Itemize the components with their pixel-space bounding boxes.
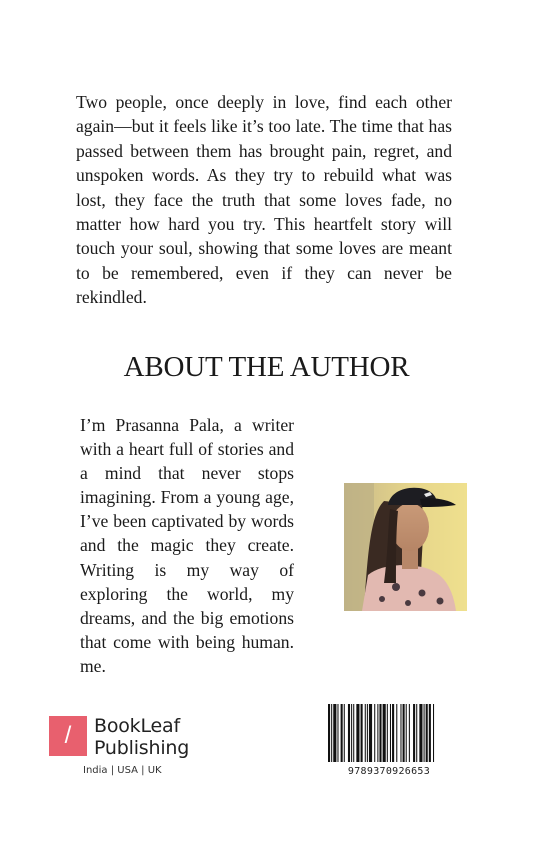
barcode-bar bbox=[429, 704, 431, 762]
author-bio: I’m Prasanna Pala, a writer with a heart full of stories and a mind that never stops imagining. From a young age, I’ve been captivated by words and the magic they create. Writing is my way of exploring the world, my dreams, and the big emotions that come with being human. me. bbox=[80, 415, 294, 676]
barcode-bar bbox=[361, 704, 363, 762]
barcode-icon bbox=[328, 704, 450, 762]
barcode-bar bbox=[416, 704, 417, 762]
barcode-bar bbox=[344, 704, 345, 762]
publisher-logo bbox=[49, 715, 229, 785]
barcode-bar bbox=[379, 704, 381, 762]
isbn-barcode bbox=[328, 704, 450, 784]
publisher-regions: India | USA | UK bbox=[83, 765, 162, 776]
barcode-bar bbox=[337, 704, 338, 762]
barcode-bar bbox=[390, 704, 391, 762]
book-blurb: Two people, once deeply in love, find each other again—but it feels like it’s too late. The time that has passed between them has brought pain, regret, and unspoken words. As they try to rebuild what was lost, they face the truth that some loves fade, no matter how hard you try. This heartfelt story will touch your soul, showing that some loves are meant to be remembered, even if they can never be rekindled. bbox=[76, 92, 452, 308]
barcode-bar bbox=[351, 704, 352, 762]
barcode-bar bbox=[409, 704, 410, 762]
barcode-bar bbox=[374, 704, 375, 762]
author-portrait-image bbox=[344, 483, 467, 611]
barcode-bar bbox=[341, 704, 343, 762]
author-photo bbox=[344, 483, 467, 611]
publisher-name-line-1: BookLeaf bbox=[94, 715, 180, 737]
publisher-name bbox=[94, 715, 189, 759]
barcode-bar bbox=[367, 704, 368, 762]
barcode-bar bbox=[426, 704, 428, 762]
barcode-bar bbox=[396, 704, 397, 762]
barcode-bar bbox=[419, 704, 422, 762]
barcode-bar bbox=[369, 704, 372, 762]
barcode-bar bbox=[328, 704, 330, 762]
barcode-bar bbox=[413, 704, 415, 762]
barcode-bar bbox=[383, 704, 386, 762]
barcode-bar bbox=[377, 704, 378, 762]
barcode-bar bbox=[400, 704, 401, 762]
isbn-number: 9789370926653 bbox=[347, 766, 431, 777]
barcode-bar bbox=[406, 704, 407, 762]
publisher-name-line-2: Publishing bbox=[94, 737, 190, 759]
publisher-slash-icon: / bbox=[49, 716, 87, 756]
barcode-bar bbox=[348, 704, 350, 762]
about-author-heading: ABOUT THE AUTHOR bbox=[123, 351, 410, 383]
barcode-bar bbox=[392, 704, 394, 762]
barcode-bar bbox=[403, 704, 405, 762]
barcode-bar bbox=[365, 704, 366, 762]
barcode-bar bbox=[333, 704, 336, 762]
barcode-bar bbox=[387, 704, 388, 762]
barcode-bar bbox=[353, 704, 354, 762]
barcode-bar bbox=[424, 704, 425, 762]
barcode-bar bbox=[331, 704, 332, 762]
barcode-bar bbox=[433, 704, 434, 762]
barcode-bar bbox=[356, 704, 359, 762]
